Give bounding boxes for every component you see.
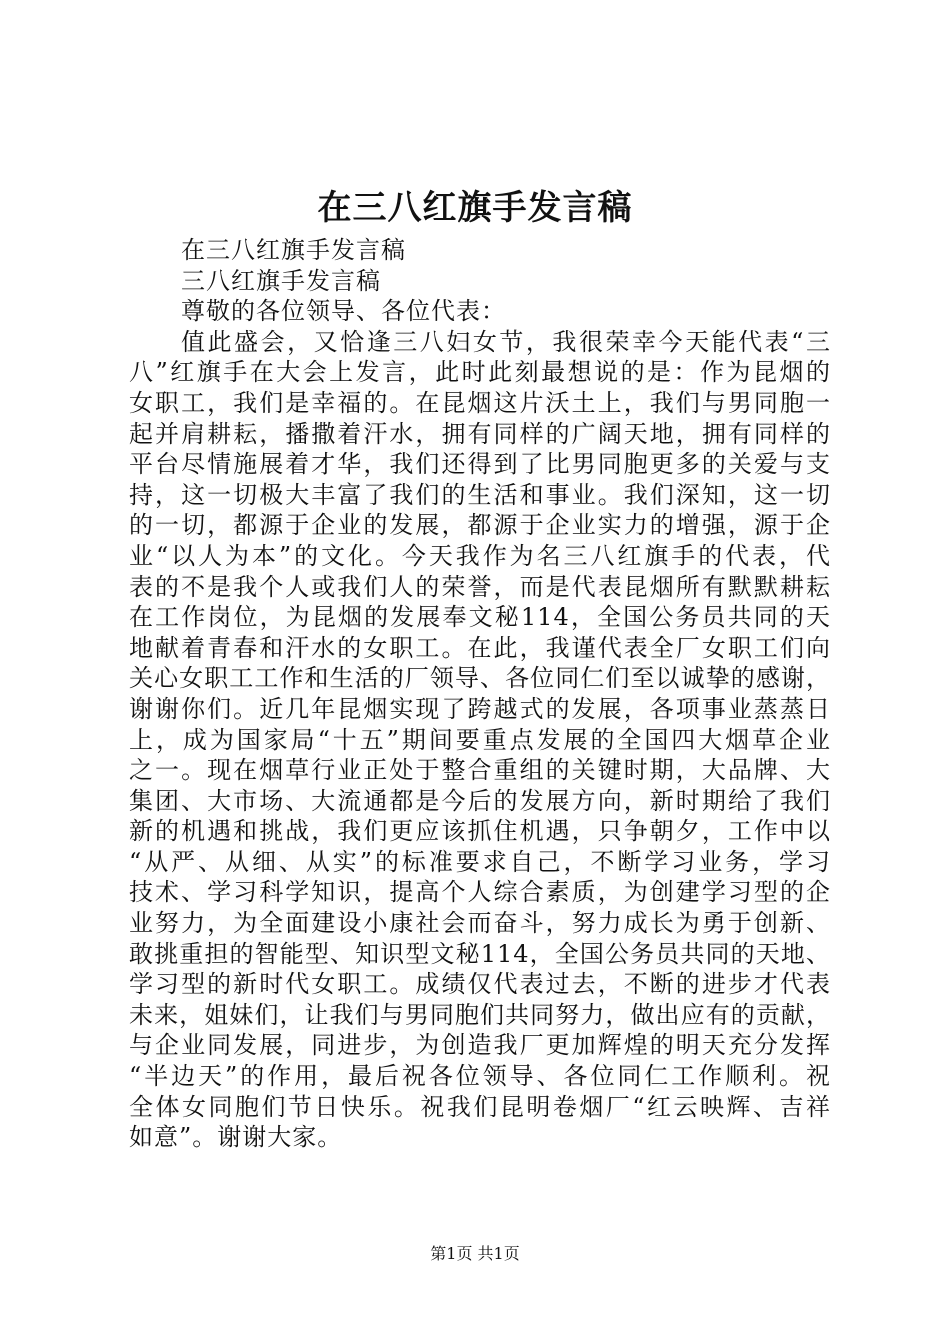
paragraph-line: “半边天”的作用，最后祝各位领导、各位同仁工作顺利。祝	[129, 1062, 831, 1091]
document-body	[129, 235, 831, 1153]
paragraph-line: 谢谢你们。近几年昆烟实现了跨越式的发展，各项事业蒸蒸日	[129, 694, 831, 723]
paragraph-line: 之一。现在烟草行业正处于整合重组的关键时期，大品牌、大	[129, 756, 831, 785]
paragraph-line: 上，成为国家局“十五”期间要重点发展的全国四大烟草企业	[129, 725, 831, 754]
paragraph-line: 的一切，都源于企业的发展，都源于企业实力的增强，源于企	[129, 511, 831, 540]
heading-line: 在三八红旗手发言稿	[181, 236, 406, 264]
paragraph-line: 女职工，我们是幸福的。在昆烟这片沃土上，我们与男同胞一	[129, 388, 831, 417]
paragraph-line: “从严、从细、从实”的标准要求自己，不断学习业务，学习	[129, 847, 831, 876]
paragraph-line: 业努力，为全面建设小康社会而奋斗，努力成长为勇于创新、	[129, 909, 831, 938]
paragraph-line: 表的不是我个人或我们人的荣誉，而是代表昆烟所有默默耕耘	[129, 572, 831, 601]
paragraph-line: 未来，姐妹们，让我们与男同胞们共同努力，做出应有的贡献，	[129, 1000, 831, 1029]
paragraph-line: 全体女同胞们节日快乐。祝我们昆明卷烟厂“红云映辉、吉祥	[129, 1092, 831, 1121]
paragraph-line: 在工作岗位，为昆烟的发展奉文秘114，全国公务员共同的天	[129, 603, 831, 632]
paragraph-line: 值此盛会，又恰逢三八妇女节，我很荣幸今天能代表“三	[181, 327, 831, 356]
paragraph-line: 持，这一切极大丰富了我们的生活和事业。我们深知，这一切	[129, 480, 831, 509]
paragraph-line: 集团、大市场、大流通都是今后的发展方向，新时期给了我们	[129, 786, 831, 815]
paragraph-line: 敢挑重担的智能型、知识型文秘114，全国公务员共同的天地、	[129, 939, 831, 968]
paragraph-line: 学习型的新时代女职工。成绩仅代表过去，不断的进步才代表	[129, 970, 831, 999]
paragraph-line: 平台尽情施展着才华，我们还得到了比男同胞更多的关爱与支	[129, 450, 831, 479]
page-footer: 第1页 共1页	[430, 1244, 520, 1263]
document-title: 在三八红旗手发言稿	[317, 188, 633, 228]
paragraph-line: 技术、学习科学知识，提高个人综合素质，为创建学习型的企	[129, 878, 831, 907]
salutation-line: 尊敬的各位领导、各位代表：	[181, 297, 506, 326]
paragraph-line: 如意”。谢谢大家。	[129, 1123, 343, 1152]
heading-line: 三八红旗手发言稿	[181, 266, 381, 295]
paragraph-line: 与企业同发展，同进步，为创造我厂更加辉煌的明天充分发挥	[129, 1031, 831, 1060]
paragraph-line: 关心女职工工作和生活的厂领导、各位同仁们至以诚挚的感谢，	[129, 664, 831, 693]
paragraph-line: 地献着青春和汗水的女职工。在此，我谨代表全厂女职工们向	[129, 633, 831, 662]
paragraph-line: 八”红旗手在大会上发言，此时此刻最想说的是：作为昆烟的	[129, 358, 831, 387]
paragraph-line: 新的机遇和挑战，我们更应该抓住机遇，只争朝夕，工作中以	[129, 817, 831, 846]
paragraph-line: 业“以人为本”的文化。今天我作为名三八红旗手的代表，代	[129, 541, 831, 570]
paragraph-line: 起并肩耕耘，播撒着汗水，拥有同样的广阔天地，拥有同样的	[129, 419, 831, 448]
